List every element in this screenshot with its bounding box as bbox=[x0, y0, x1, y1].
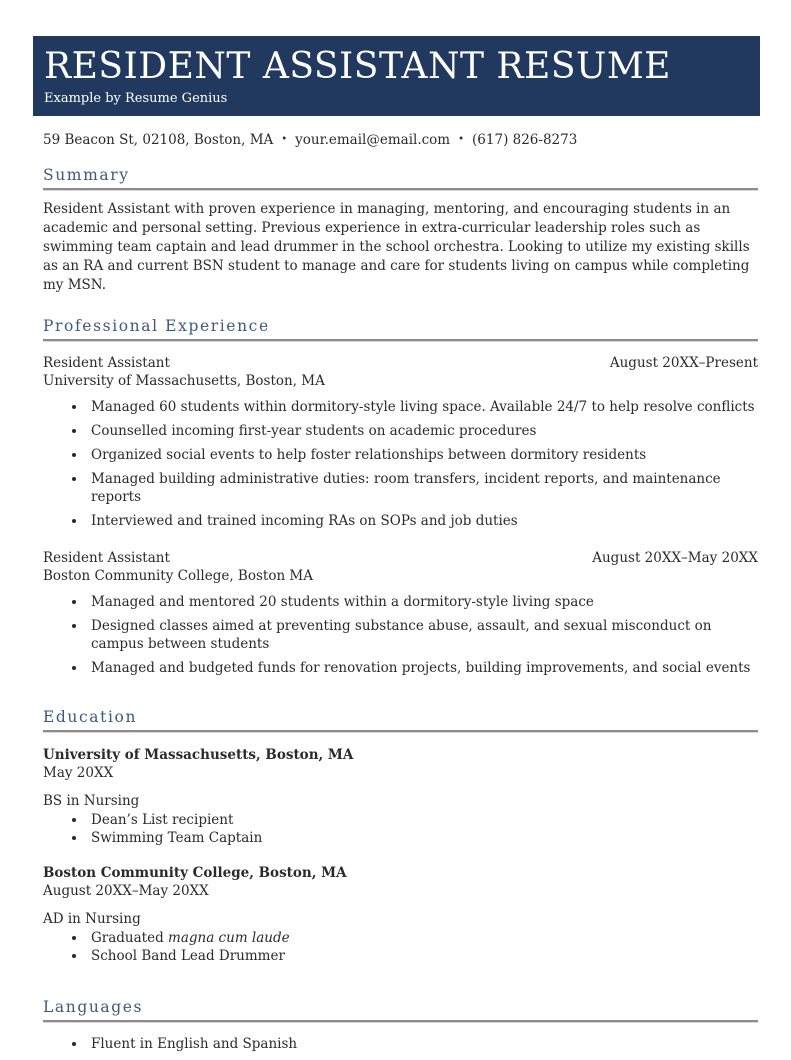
summary-heading: Summary bbox=[43, 166, 130, 184]
experience-job bbox=[43, 354, 758, 530]
experience-job bbox=[43, 549, 758, 677]
language-item: • Fluent in English and Spanish bbox=[87, 1035, 758, 1053]
experience-heading: Professional Experience bbox=[43, 317, 270, 335]
bullet-text: Graduated bbox=[91, 930, 169, 946]
bullet-italic-text: magna cum laude bbox=[168, 930, 290, 946]
resume-subtitle: Example by Resume Genius bbox=[44, 91, 228, 106]
section-experience bbox=[43, 317, 758, 677]
section-rule bbox=[43, 730, 758, 733]
bullet-item bbox=[87, 812, 758, 830]
school-name: University of Massachusetts, Boston, MA bbox=[43, 747, 354, 763]
bullet-item: • Managed and mentored 20 students within a dormitory-style living space bbox=[87, 593, 758, 611]
resume-title: RESIDENT ASSISTANT RESUME bbox=[44, 46, 671, 87]
section-summary bbox=[43, 166, 758, 295]
contact-phone: (617) 826-8273 bbox=[472, 132, 578, 148]
contact-line bbox=[43, 131, 758, 149]
languages-list bbox=[43, 1035, 758, 1053]
education-bullets bbox=[43, 930, 758, 965]
section-education bbox=[43, 708, 758, 965]
bullet-item bbox=[87, 830, 758, 848]
education-bullets bbox=[43, 812, 758, 847]
job-header bbox=[43, 549, 758, 567]
education-heading: Education bbox=[43, 708, 138, 726]
section-rule bbox=[43, 1020, 758, 1023]
bullet-item: • Organized social events to help foster relationships between dormitory residents bbox=[87, 446, 758, 464]
bullet-item: • Managed building administrative duties: room transfers, incident reports, and maintenance reports bbox=[87, 470, 758, 506]
education-school bbox=[43, 746, 758, 847]
bullet-item: • Managed 60 students within dormitory-style living space. Available 24/7 to help resolve conflicts bbox=[87, 398, 758, 416]
job-bullets bbox=[43, 398, 758, 530]
contact-separator: • bbox=[458, 134, 465, 145]
resume-header-band bbox=[33, 36, 760, 116]
school-degree: AD in Nursing bbox=[43, 911, 141, 927]
school-name: Boston Community College, Boston, MA bbox=[43, 865, 347, 881]
bullet-item bbox=[87, 930, 758, 948]
contact-address: 59 Beacon St, 02108, Boston, MA bbox=[43, 132, 274, 148]
job-bullets bbox=[43, 593, 758, 677]
section-rule bbox=[43, 339, 758, 342]
job-dates: August 20XX–Present bbox=[609, 355, 758, 371]
resume-page bbox=[0, 36, 791, 1060]
bullet-text: School Band Lead Drummer bbox=[91, 947, 285, 964]
contact-separator: • bbox=[281, 134, 288, 145]
bullet-text: Dean’s List recipient bbox=[91, 812, 234, 828]
contact-email: your.email@email.com bbox=[295, 132, 451, 148]
section-rule bbox=[43, 188, 758, 191]
job-title: Resident Assistant bbox=[43, 355, 170, 371]
school-dates: May 20XX bbox=[43, 765, 114, 781]
job-header bbox=[43, 354, 758, 372]
bullet-item bbox=[87, 948, 758, 966]
job-organization: Boston Community College, Boston MA bbox=[43, 568, 314, 584]
job-organization: University of Massachusetts, Boston, MA bbox=[43, 373, 325, 389]
bullet-item: • Designed classes aimed at preventing substance abuse, assault, and sexual misconduct on campus between students bbox=[87, 617, 758, 653]
languages-heading: Languages bbox=[43, 998, 144, 1016]
bullet-item: • Counselled incoming first-year students on academic procedures bbox=[87, 422, 758, 440]
bullet-text: Swimming Team Captain bbox=[91, 829, 263, 846]
job-title: Resident Assistant bbox=[43, 550, 170, 566]
school-degree: BS in Nursing bbox=[43, 793, 140, 809]
section-languages bbox=[43, 998, 758, 1053]
education-school bbox=[43, 864, 758, 965]
job-dates: August 20XX–May 20XX bbox=[592, 550, 758, 566]
bullet-item: • Interviewed and trained incoming RAs on SOPs and job duties bbox=[87, 512, 758, 530]
school-dates: August 20XX–May 20XX bbox=[43, 883, 209, 899]
summary-text: Resident Assistant with proven experience in managing, mentoring, and encouraging students in an academic and personal setting. Previous experience in extra-curricular leadership roles such as swimming team captain and lead drummer in the school orchestra. Looking to utilize my existing skills as an RA and current BSN student to manage and care for students living on campus while completing my MSN. bbox=[43, 201, 750, 293]
bullet-item: • Managed and budgeted funds for renovation projects, building improvements, and social events bbox=[87, 659, 758, 677]
